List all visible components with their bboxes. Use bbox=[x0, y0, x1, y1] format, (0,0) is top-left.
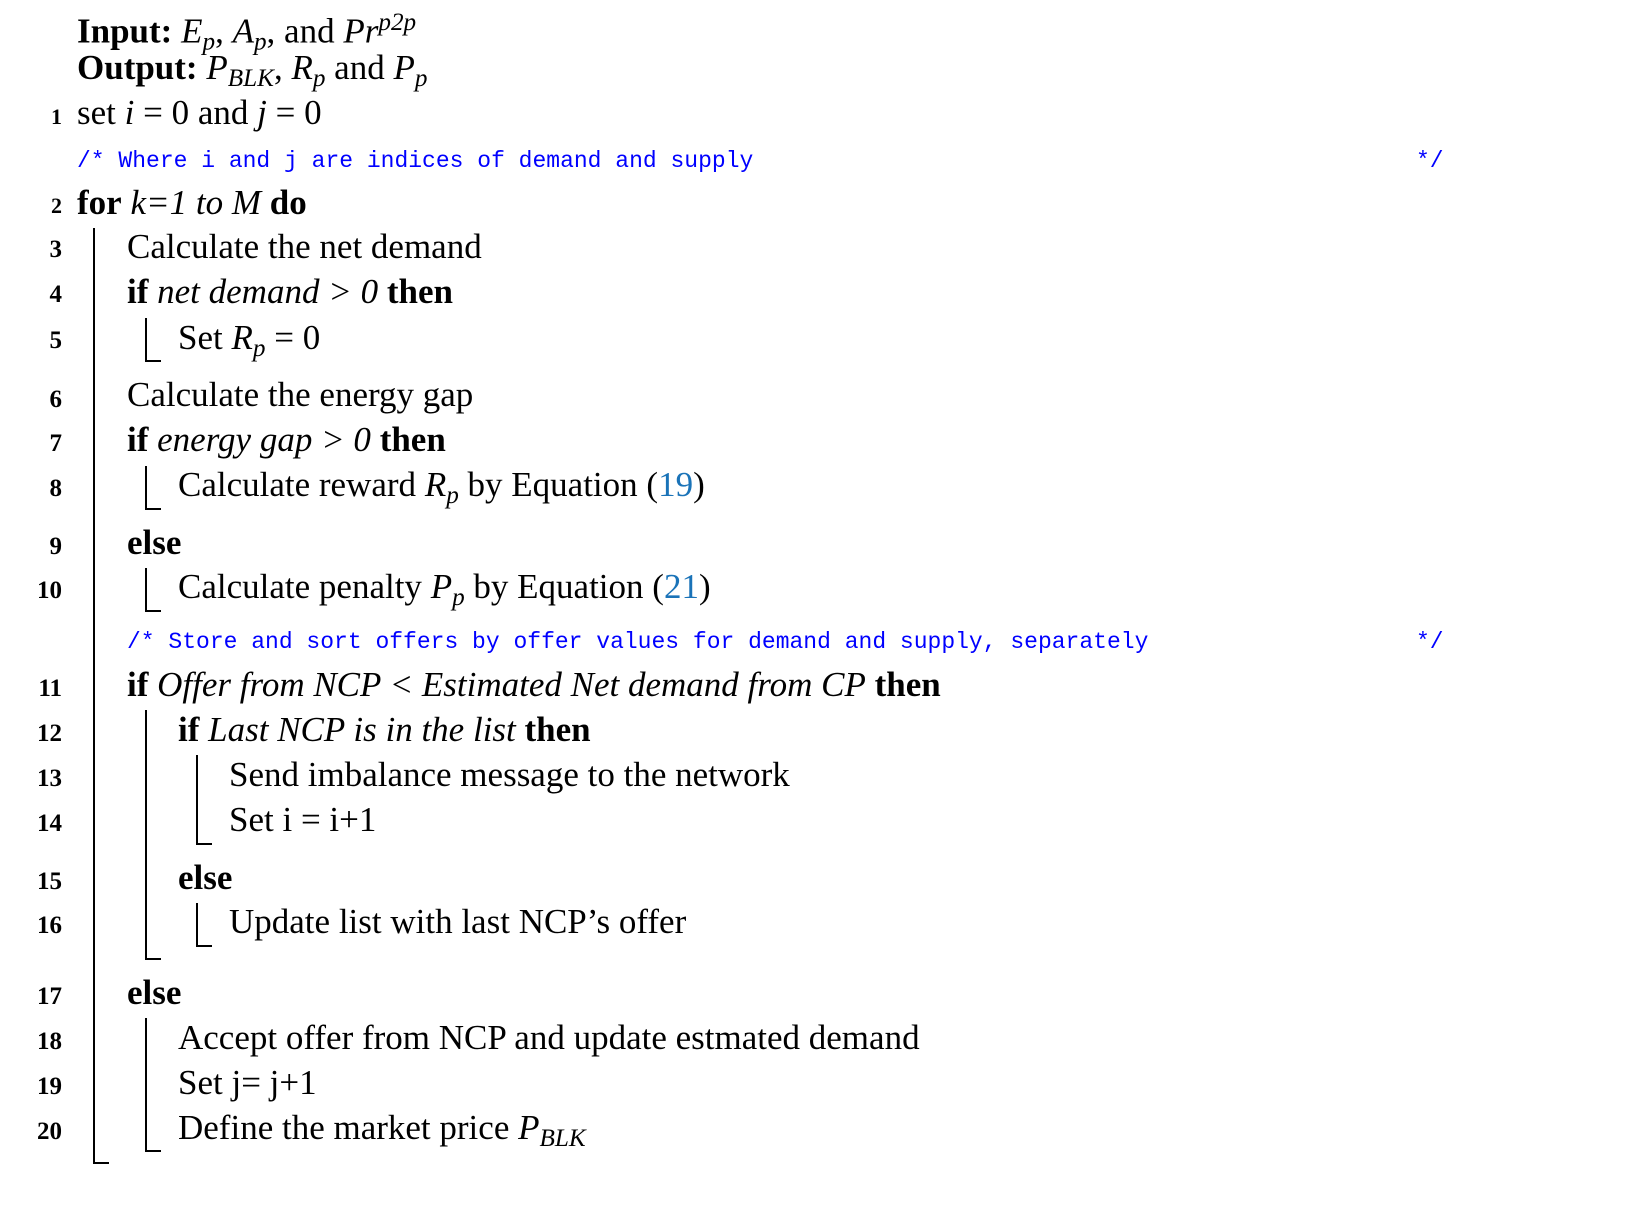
algo-line-16: Update list with last NCP’s offer bbox=[229, 902, 687, 941]
condition: Last NCP is in the list bbox=[208, 710, 516, 749]
text: by Equation ( bbox=[467, 465, 659, 504]
if-block-bar bbox=[196, 755, 198, 845]
keyword-if: if bbox=[127, 420, 149, 459]
line-number: 2 bbox=[51, 193, 62, 218]
comment-1-end: */ bbox=[1416, 148, 1444, 174]
condition: net demand > 0 bbox=[157, 272, 379, 311]
subscript: p bbox=[452, 584, 465, 612]
line-number: 14 bbox=[37, 810, 62, 837]
keyword-if: if bbox=[127, 272, 149, 311]
text: Calculate penalty bbox=[178, 567, 422, 606]
algo-line-2 bbox=[77, 183, 307, 223]
algo-line-6: Calculate the energy gap bbox=[127, 375, 474, 414]
var-j: j bbox=[257, 93, 267, 132]
input-label: Input: bbox=[77, 11, 173, 51]
var-i: i bbox=[124, 93, 135, 132]
algo-line-4 bbox=[127, 272, 453, 312]
keyword-then: then bbox=[874, 665, 941, 704]
superscript: p2p bbox=[378, 9, 417, 36]
algo-line-15: else bbox=[178, 858, 233, 897]
line-number: 9 bbox=[49, 533, 62, 560]
var-r: R bbox=[231, 318, 253, 357]
equation-link[interactable]: 19 bbox=[658, 465, 694, 504]
subscript: p bbox=[414, 65, 428, 93]
algo-line-18: Accept offer from NCP and update estmated demand bbox=[178, 1018, 920, 1057]
var-a: A bbox=[232, 11, 254, 51]
subscript: p bbox=[446, 482, 459, 510]
algo-line-19: Set j= j+1 bbox=[178, 1063, 317, 1102]
output-label: Output: bbox=[77, 48, 198, 87]
algo-line-14: Set i = i+1 bbox=[229, 800, 377, 839]
else-block-bar bbox=[145, 1018, 147, 1152]
output-line: Output: $P_{BLK}$, $R_p$ and $P_p$ bbox=[77, 48, 428, 93]
else-block-end bbox=[196, 945, 212, 947]
text: ) bbox=[698, 567, 711, 606]
var-p: P bbox=[518, 1108, 540, 1147]
subscript: p bbox=[252, 335, 266, 363]
algo-line-11 bbox=[127, 665, 941, 705]
text: ) bbox=[693, 465, 705, 504]
else-block-end bbox=[145, 610, 161, 612]
text: set bbox=[77, 93, 116, 132]
var-r: R bbox=[424, 465, 447, 504]
keyword-for: for bbox=[77, 183, 122, 222]
if-block-end bbox=[145, 958, 161, 960]
if-block-bar bbox=[145, 318, 147, 362]
else-block-bar bbox=[145, 568, 147, 612]
line-number: 5 bbox=[49, 327, 62, 354]
line-number: 6 bbox=[49, 386, 62, 413]
keyword-then: then bbox=[379, 420, 446, 459]
comment-2-end: */ bbox=[1416, 629, 1444, 655]
else-block-end bbox=[145, 1150, 161, 1152]
line-number: 4 bbox=[49, 281, 62, 308]
subscript: p bbox=[202, 28, 216, 56]
text: = 0 and bbox=[143, 93, 249, 132]
if-block-end bbox=[196, 843, 212, 845]
line-number: 13 bbox=[37, 765, 62, 792]
keyword-then: then bbox=[524, 710, 591, 749]
keyword-if: if bbox=[127, 665, 149, 704]
line-number: 16 bbox=[37, 912, 62, 939]
algo-line-13: Send imbalance message to the network bbox=[229, 755, 790, 794]
var-e: E bbox=[181, 11, 203, 51]
line-number: 12 bbox=[37, 720, 62, 747]
keyword-then: then bbox=[386, 272, 453, 311]
for-block-bar bbox=[93, 228, 95, 1164]
condition: energy gap > 0 bbox=[157, 420, 371, 459]
line-number: 17 bbox=[37, 983, 62, 1010]
condition: Offer from NCP < Estimated Net demand from CP bbox=[157, 665, 866, 704]
if-block-end bbox=[145, 508, 161, 510]
and-text: and bbox=[334, 48, 385, 87]
text: Set bbox=[178, 318, 223, 357]
text: by Equation ( bbox=[473, 567, 664, 606]
input-line: Input: $E_p$, $A_p$, and $Pr^{p2p}$ bbox=[77, 9, 417, 56]
comment-2: /* Store and sort offers by offer values for demand and supply, separately bbox=[127, 629, 1149, 655]
text: = 0 bbox=[275, 93, 322, 132]
algo-line-12 bbox=[178, 710, 591, 750]
algo-line-3: Calculate the net demand bbox=[127, 227, 482, 266]
var-pr: Pr bbox=[343, 11, 379, 51]
line-number: 18 bbox=[37, 1028, 62, 1055]
algo-line-5 bbox=[178, 318, 320, 369]
var-r: R bbox=[291, 48, 313, 87]
if-block-bar bbox=[145, 710, 147, 960]
subscript: BLK bbox=[539, 1125, 586, 1153]
line-number: 1 bbox=[51, 104, 62, 129]
if-block-bar bbox=[145, 466, 147, 510]
else-block-bar bbox=[196, 903, 198, 947]
line-number: 15 bbox=[37, 868, 62, 895]
var-p: P bbox=[393, 48, 415, 87]
keyword-do: do bbox=[269, 183, 307, 222]
text: Define the market price bbox=[178, 1108, 510, 1147]
algo-line-7 bbox=[127, 420, 446, 460]
loop-range: k=1 to M bbox=[130, 183, 261, 222]
var-p: P bbox=[430, 567, 453, 606]
if-block-end bbox=[145, 360, 161, 362]
algo-line-8 bbox=[178, 465, 705, 516]
text: = 0 bbox=[274, 318, 321, 357]
line-number: 19 bbox=[37, 1073, 62, 1100]
and-text: and bbox=[284, 11, 335, 51]
text: Calculate reward bbox=[178, 465, 417, 504]
subscript: p bbox=[312, 65, 326, 93]
line-number: 11 bbox=[38, 675, 62, 702]
line-number: 10 bbox=[37, 577, 62, 604]
subscript: p bbox=[253, 28, 267, 56]
var-p: P bbox=[206, 48, 228, 87]
equation-link[interactable]: 21 bbox=[663, 567, 699, 606]
line-number: 20 bbox=[37, 1118, 62, 1145]
comment-1: /* Where i and j are indices of demand and supply bbox=[77, 148, 754, 174]
for-block-end bbox=[93, 1162, 109, 1164]
line-number: 7 bbox=[49, 430, 62, 457]
line-number: 3 bbox=[49, 236, 62, 263]
subscript: BLK bbox=[227, 65, 274, 93]
algo-line-10 bbox=[178, 567, 711, 618]
algo-line-9: else bbox=[127, 523, 182, 562]
keyword-if: if bbox=[178, 710, 200, 749]
algo-line-17: else bbox=[127, 973, 182, 1012]
algo-line-20 bbox=[178, 1108, 586, 1159]
algo-line-1 bbox=[77, 93, 322, 133]
line-number: 8 bbox=[49, 475, 62, 502]
